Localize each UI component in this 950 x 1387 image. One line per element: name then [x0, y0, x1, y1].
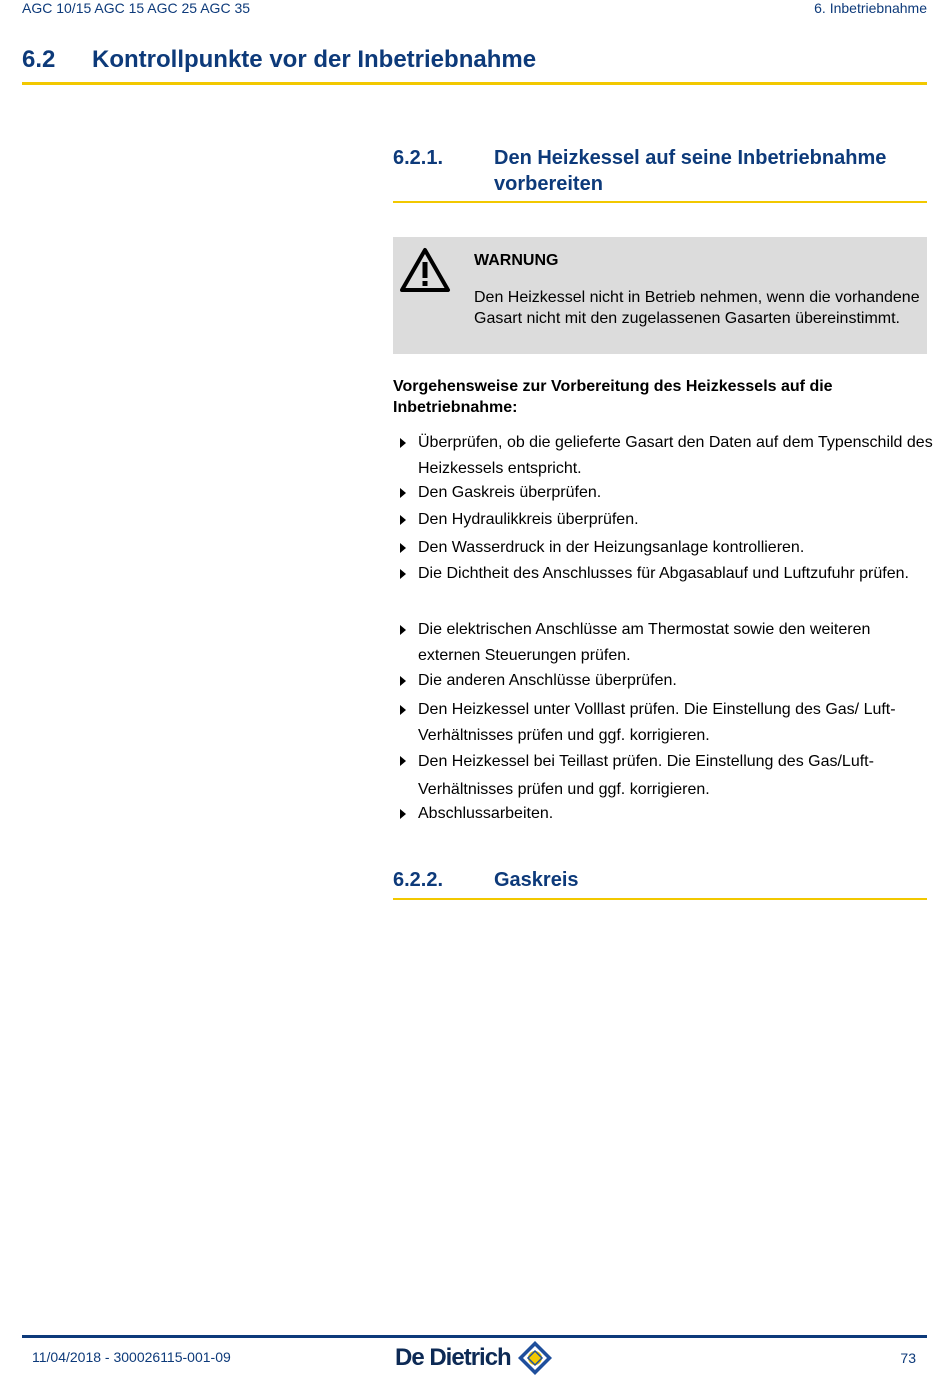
warning-box	[393, 237, 927, 354]
step-text: Die elektrischen Anschlüsse am Thermostat sowie den weiteren externen Steuerungen prüfen.	[418, 621, 871, 664]
step-text: Die Dichtheit des Anschlusses für Abgasablauf und Luftzufuhr prüfen.	[418, 565, 909, 582]
step-text: Überprüfen, ob die gelieferte Gasart den Daten auf dem Typenschild des Heizkessels entspricht.	[418, 434, 933, 477]
subsection-title-1: Den Heizkessel auf seine Inbetriebnahme vorbereiten	[494, 147, 887, 195]
bullet-arrow-icon	[400, 569, 406, 579]
brand-diamond-icon	[517, 1340, 553, 1376]
bullet-arrow-icon	[400, 809, 406, 819]
section-title: Kontrollpunkte vor der Inbetriebnahme	[92, 46, 537, 73]
subsection-heading-1	[393, 145, 934, 197]
section-rule	[22, 82, 927, 85]
brand-name: De Dietrich	[395, 1344, 511, 1371]
header-chapter: 6. Inbetriebnahme	[814, 0, 927, 16]
warning-text: Den Heizkessel nicht in Betrieb nehmen, wenn die vorhandene Gasart nicht mit den zugelassenen Gasarten übereinstimmt.	[474, 289, 920, 327]
section-number: 6.2	[22, 46, 56, 73]
bullet-arrow-icon	[400, 515, 406, 525]
brand-logo	[393, 1339, 558, 1377]
subsection-title-2: Gaskreis	[494, 869, 579, 891]
step-text: Den Heizkessel bei Teillast prüfen. Die Einstellung des Gas/Luft-Verhältnisses prüfen und ggf. korrigieren.	[418, 753, 874, 798]
step-text: Den Gaskreis überprüfen.	[418, 484, 602, 501]
page-number: 73	[900, 1350, 916, 1366]
bullet-arrow-icon	[400, 438, 406, 448]
step-text: Die anderen Anschlüsse überprüfen.	[418, 672, 677, 689]
footer-rule	[22, 1335, 927, 1338]
step-text: Den Hydraulikkreis überprüfen.	[418, 511, 639, 528]
subsection-rule-1	[393, 201, 927, 203]
bullet-arrow-icon	[400, 625, 406, 635]
bullet-arrow-icon	[400, 756, 406, 766]
step-text: Abschlussarbeiten.	[418, 805, 554, 822]
subsection-number-1: 6.2.1.	[393, 147, 444, 169]
header-models: AGC 10/15 AGC 15 AGC 25 AGC 35	[22, 0, 251, 16]
procedure-intro: Vorgehensweise zur Vorbereitung des Heizkessels auf die Inbetriebnahme:	[393, 378, 833, 416]
subsection-heading-2	[393, 867, 934, 893]
step-text: Den Heizkessel unter Volllast prüfen. Die Einstellung des Gas/ Luft-Verhältnisses prüfen und ggf. korrigieren.	[418, 701, 896, 744]
warning-triangle-icon	[399, 247, 451, 293]
subsection-number-2: 6.2.2.	[393, 869, 444, 891]
footer-doc-ref: 11/04/2018 - 300026115-001-09	[32, 1349, 231, 1365]
bullet-arrow-icon	[400, 488, 406, 498]
bullet-arrow-icon	[400, 705, 406, 715]
subsection-rule-2	[393, 898, 927, 900]
bullet-arrow-icon	[400, 543, 406, 553]
bullet-arrow-icon	[400, 676, 406, 686]
step-text: Den Wasserdruck in der Heizungsanlage kontrollieren.	[418, 539, 805, 556]
warning-title: WARNUNG	[474, 252, 559, 269]
section-heading	[22, 46, 536, 74]
